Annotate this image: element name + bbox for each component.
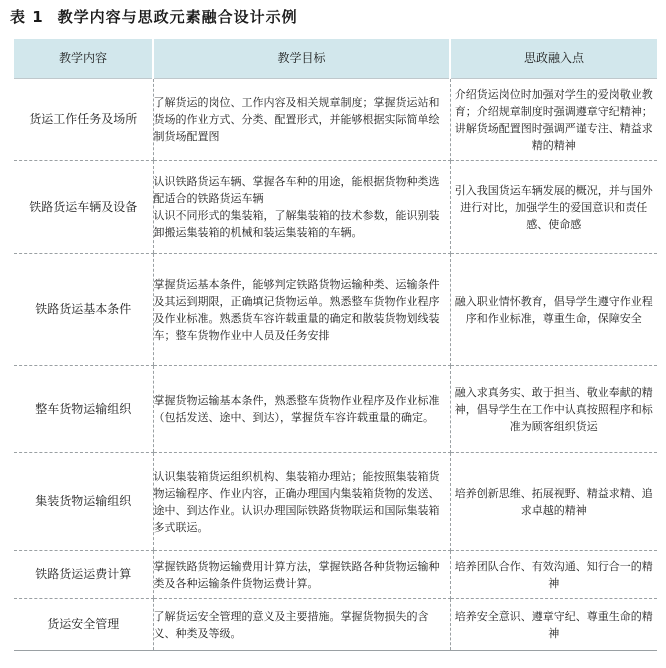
table-row <box>14 453 657 551</box>
goal-cell: 掌握铁路货物运输费用计算方法，掌握铁路各种货物运输种类及各种运输条件货物运费计算。 <box>153 551 450 599</box>
table-number: 表 1 <box>10 8 44 26</box>
ideology-cell: 融入职业情怀教育，倡导学生遵守作业程序和作业标准，尊重生命，保障安全 <box>450 254 657 366</box>
goal-cell: 认识集装箱货运组织机构、集装箱办理站；能按照集装箱货物运输程序、作业内容，正确办理国内集装箱货物的发送、途中、到达作业。认识办理国际铁路货物联运和国际集装箱多式联运。 <box>153 453 450 551</box>
table-row <box>14 599 657 651</box>
table-row <box>14 79 657 161</box>
header-row <box>14 39 657 79</box>
ideology-cell: 培养安全意识、遵章守纪、尊重生命的精神 <box>450 599 657 651</box>
ideology-cell: 介绍货运岗位时加强对学生的爱岗敬业教育；介绍规章制度时强调遵章守纪精神；讲解货场配置图时强调严谨专注、精益求精的精神 <box>450 79 657 161</box>
table-title: 教学内容与思政元素融合设计示例 <box>57 8 298 26</box>
header-content: 教学内容 <box>14 39 153 79</box>
content-cell: 铁路货运车辆及设备 <box>14 161 153 254</box>
content-cell: 集装货物运输组织 <box>14 453 153 551</box>
ideology-cell: 培养创新思维、拓展视野、精益求精、追求卓越的精神 <box>450 453 657 551</box>
header-ideology: 思政融入点 <box>450 39 657 79</box>
content-cell: 货运工作任务及场所 <box>14 79 153 161</box>
table-row <box>14 161 657 254</box>
content-cell: 整车货物运输组织 <box>14 366 153 453</box>
goal-cell: 掌握货运基本条件，能够判定铁路货物运输种类、运输条件及其运到期限，正确填记货物运单。熟悉整车货物作业程序及作业标准。熟悉货车容许载重量的确定和散装货物划线装车；整车货物作业中人员及任务安排 <box>153 254 450 366</box>
table-row <box>14 254 657 366</box>
goal-cell: 掌握货物运输基本条件，熟悉整车货物作业程序及作业标准（包括发送、途中、到达），掌握货车容许载重量的确定。 <box>153 366 450 453</box>
goal-line: 认识铁路货运车辆、掌握各车种的用途，能根据货物种类选配适合的铁路货运车辆 认识不同形式的集装箱，了解集装箱的技术参数，能识别装卸搬运集装箱的机械和装运集装箱的车辆。 <box>153 175 440 239</box>
design-table <box>14 39 657 651</box>
goal-cell <box>153 161 450 254</box>
ideology-cell: 培养团队合作、有效沟通、知行合一的精神 <box>450 551 657 599</box>
table-row <box>14 366 657 453</box>
header-goal: 教学目标 <box>153 39 450 79</box>
content-cell: 铁路货运基本条件 <box>14 254 153 366</box>
content-cell: 货运安全管理 <box>14 599 153 651</box>
ideology-cell: 融入求真务实、敢于担当、敬业奉献的精神，倡导学生在工作中认真按照程序和标准为顾客组织货运 <box>450 366 657 453</box>
ideology-cell: 引入我国货运车辆发展的概况，并与国外进行对比，加强学生的爱国意识和责任感、使命感 <box>450 161 657 254</box>
content-cell: 铁路货运运费计算 <box>14 551 153 599</box>
table-row <box>14 551 657 599</box>
goal-cell: 了解货运的岗位、工作内容及相关规章制度；掌握货运站和货场的作业方式、分类、配置形式，并能够根据实际简单绘制货场配置图 <box>153 79 450 161</box>
table-caption <box>10 6 298 27</box>
goal-cell: 了解货运安全管理的意义及主要措施。掌握货物损失的含义、种类及等级。 <box>153 599 450 651</box>
